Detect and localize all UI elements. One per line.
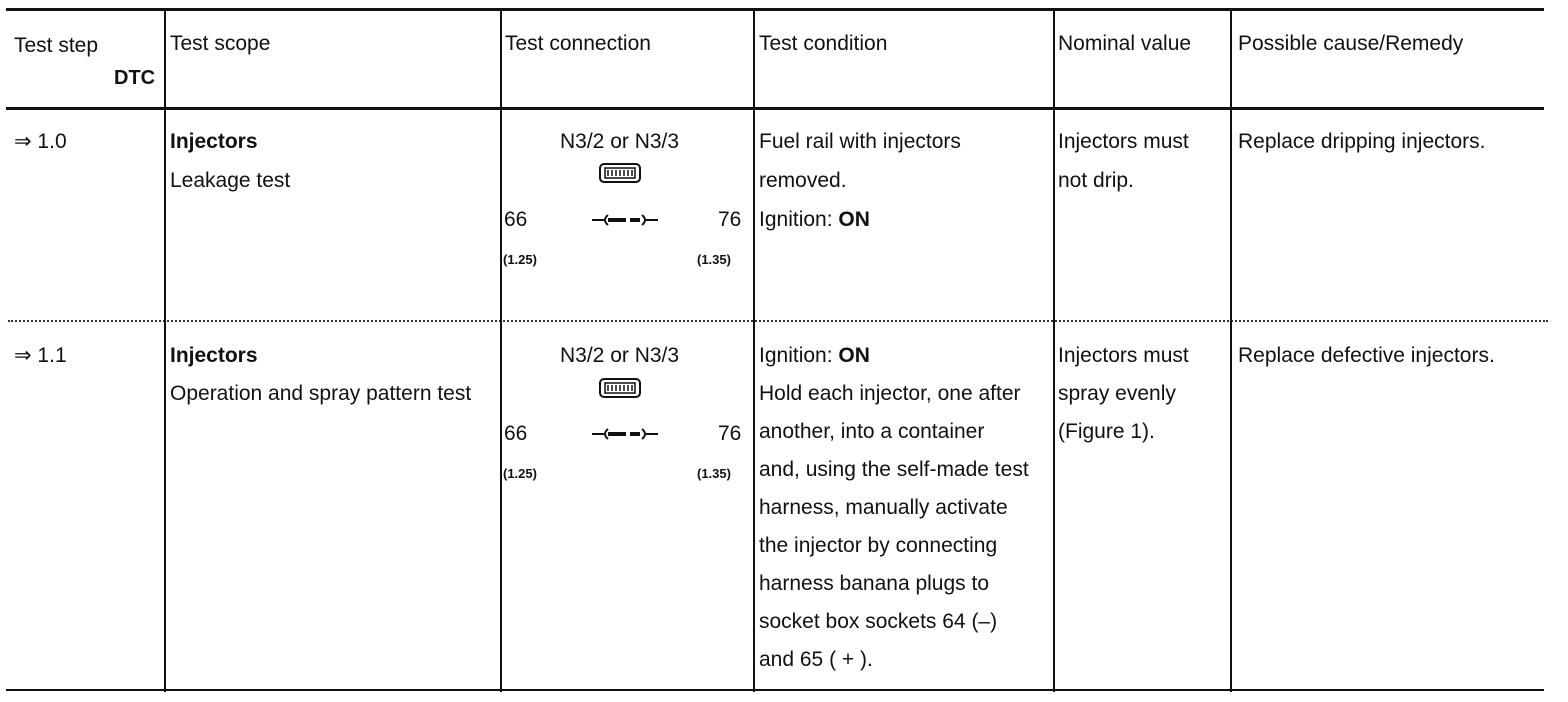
header-dtc: DTC bbox=[114, 67, 156, 89]
row1-ignition-label: Ignition: bbox=[759, 208, 839, 231]
row1-ignition bbox=[759, 206, 870, 234]
row2-nominal-line1: Injectors must bbox=[1058, 344, 1189, 367]
row1-ignition-value: ON bbox=[838, 208, 870, 231]
row2-condition-line8: and 65 ( + ). bbox=[759, 648, 873, 671]
row2-nominal-line2: spray evenly bbox=[1058, 382, 1176, 405]
row2-condition-line5: the injector by connecting bbox=[759, 534, 998, 557]
row2-remedy: Replace defective injectors. bbox=[1238, 344, 1495, 367]
header-test-scope: Test scope bbox=[170, 32, 271, 55]
row2-ignition-value: ON bbox=[838, 344, 870, 367]
row-separator bbox=[8, 320, 1548, 322]
col-divider-2 bbox=[500, 8, 502, 692]
row1-wire-left: (1.25) bbox=[503, 252, 537, 267]
row1-step: ⇒ 1.0 bbox=[14, 130, 67, 153]
row2-condition-line2: another, into a container bbox=[759, 420, 985, 443]
header-test-connection: Test connection bbox=[505, 32, 651, 55]
row1-wire-right: (1.35) bbox=[697, 252, 731, 267]
socket-box-icon bbox=[597, 161, 643, 185]
row2-wire-left: (1.25) bbox=[503, 466, 537, 481]
row1-remedy: Replace dripping injectors. bbox=[1238, 130, 1486, 153]
socket-box-icon bbox=[597, 376, 643, 400]
row2-step: ⇒ 1.1 bbox=[14, 344, 67, 367]
test-cable-icon bbox=[590, 427, 660, 441]
row2-pin-right: 76 bbox=[718, 422, 742, 445]
header-possible-cause: Possible cause/Remedy bbox=[1238, 32, 1464, 55]
row1-nominal-line2: not drip. bbox=[1058, 169, 1134, 192]
col-divider-3 bbox=[753, 8, 755, 692]
table-bottom-rule bbox=[6, 689, 1544, 691]
header-test-condition: Test condition bbox=[759, 32, 888, 55]
row2-nominal-line3: (Figure 1). bbox=[1058, 420, 1155, 443]
row2-pin-left: 66 bbox=[504, 422, 528, 445]
header-bottom-rule bbox=[6, 107, 1544, 110]
row1-nominal-line1: Injectors must bbox=[1058, 130, 1189, 153]
header-test-step: Test step bbox=[14, 34, 99, 57]
row2-condition-line6: harness banana plugs to bbox=[759, 572, 990, 595]
row1-condition-line2: removed. bbox=[759, 169, 847, 192]
row1-pin-left: 66 bbox=[504, 208, 528, 231]
row2-condition-line3: and, using the self-made test bbox=[759, 458, 1029, 481]
header-nominal-value: Nominal value bbox=[1058, 32, 1192, 55]
row2-connection: N3/2 or N3/3 bbox=[560, 344, 680, 367]
row1-scope-title: Injectors bbox=[170, 130, 258, 153]
row2-ignition bbox=[759, 342, 870, 370]
row1-connection: N3/2 or N3/3 bbox=[560, 130, 680, 153]
row2-ignition-label: Ignition: bbox=[759, 344, 839, 367]
col-divider-4 bbox=[1053, 8, 1055, 692]
row2-scope-sub: Operation and spray pattern test bbox=[170, 382, 472, 405]
test-cable-icon bbox=[590, 213, 660, 227]
row2-condition-line7: socket box sockets 64 (–) bbox=[759, 610, 998, 633]
row1-pin-right: 76 bbox=[718, 208, 742, 231]
col-divider-1 bbox=[164, 8, 166, 692]
row2-wire-right: (1.35) bbox=[697, 466, 731, 481]
row1-condition-line1: Fuel rail with injectors bbox=[759, 130, 961, 153]
row2-condition-line1: Hold each injector, one after bbox=[759, 382, 1021, 405]
row2-scope-title: Injectors bbox=[170, 344, 258, 367]
row2-condition-line4: harness, manually activate bbox=[759, 496, 1008, 519]
col-divider-5 bbox=[1230, 8, 1232, 692]
row1-scope-sub: Leakage test bbox=[170, 169, 291, 192]
table-top-rule bbox=[6, 8, 1544, 11]
